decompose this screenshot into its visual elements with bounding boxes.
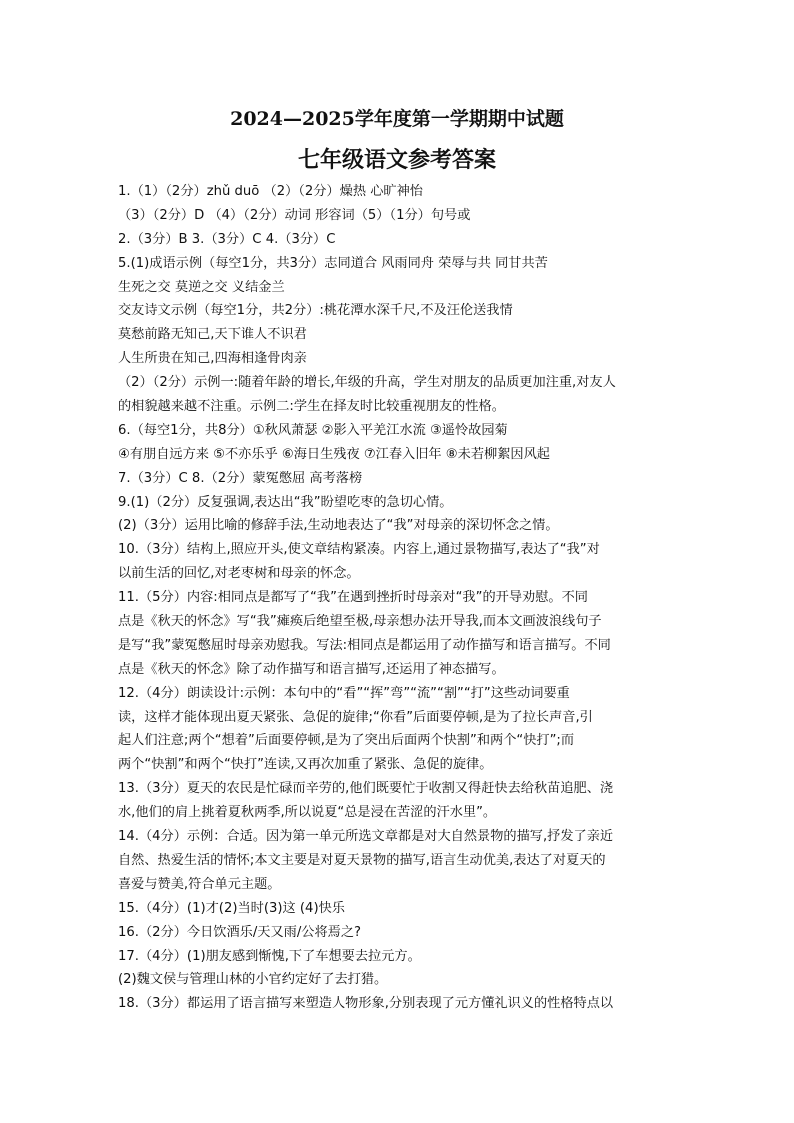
answer-line: 是写“我”蒙冤憋屈时母亲劝慰我。写法:相同点是都运用了动作描写和语言描写。不同 bbox=[118, 637, 611, 653]
answer-line: 16.（2分）今日饮酒乐/天又雨/公将焉之? bbox=[118, 924, 362, 940]
answer-body bbox=[118, 180, 684, 1016]
answer-line: （3）（2分）D （4）（2分）动词 形容词（5）（1分）句号或 bbox=[118, 207, 471, 223]
answer-line: 点是《秋天的怀念》除了动作描写和语言描写,还运用了神态描写。 bbox=[118, 661, 505, 677]
answer-line: 17.（4分）(1)朋友感到惭愧,下了车想要去拉元方。 bbox=[118, 948, 421, 964]
answer-line: 莫愁前路无知己,天下谁人不识君 bbox=[118, 327, 307, 343]
answer-line: 水,他们的肩上挑着夏秋两季,所以说夏“总是浸在苦涩的汗水里”。 bbox=[118, 805, 497, 821]
answer-line: (2)（3分）运用比喻的修辞手法,生动地表达了“我”对母亲的深切怀念之情。 bbox=[118, 518, 559, 534]
answer-line: 读，这样才能体现出夏天紧张、急促的旋律;“你看”后面要停顿,是为了拉长声音,引 bbox=[118, 709, 593, 725]
answer-key-title: 七年级语文参考答案 bbox=[297, 147, 496, 173]
answer-line: 7.（3分）C 8.（2分）蒙冤憋屈 高考落榜 bbox=[118, 470, 363, 486]
answer-line: 1.（1）（2分）zhǔ duō （2）（2分）燥热 心旷神怡 bbox=[118, 184, 423, 199]
exam-title: 2024—2025学年度第一学期期中试题 bbox=[230, 108, 564, 130]
answer-line: 生死之交 莫逆之交 义结金兰 bbox=[118, 279, 285, 295]
answer-line: 10.（3分）结构上,照应开头,使文章结构紧凑。内容上,通过景物描写,表达了“我”对 bbox=[118, 542, 600, 558]
answer-line: 点是《秋天的怀念》写“我”瘫痪后绝望至极,母亲想办法开导我,而本文画波浪线句子 bbox=[118, 614, 602, 630]
answer-line: 12.（4分）朗读设计:示例：本句中的“看”“挥”弯”“流”“割”“打”这些动词要重 bbox=[118, 685, 570, 701]
answer-line: 14.（4分）示例：合适。因为第一单元所选文章都是对大自然景物的描写,抒发了亲近 bbox=[118, 829, 614, 845]
answer-line: 9.(1)（2分）反复强调,表达出“我”盼望吃枣的急切心情。 bbox=[118, 494, 453, 510]
answer-line: ④有朋自远方来 ⑤不亦乐乎 ⑥海日生残夜 ⑦江春入旧年 ⑧未若柳絮因风起 bbox=[118, 446, 550, 462]
answer-line: (2)魏文侯与管理山林的小官约定好了去打猎。 bbox=[118, 972, 388, 988]
answer-line: 交友诗文示例（每空1分，共2分）:桃花潭水深千尺,不及汪伦送我情 bbox=[118, 303, 513, 319]
answer-line: 起人们注意;两个“想着”后面要停顿,是为了突出后面两个快割”和两个“快打”;而 bbox=[118, 733, 575, 749]
answer-line: 人生所贵在知己,四海相逢骨肉亲 bbox=[118, 351, 307, 367]
answer-line: 6.（每空1分，共8分）①秋风萧瑟 ②影入平羌江水流 ③遥怜故园菊 bbox=[118, 422, 508, 438]
answer-line: 15.（4分）(1)才(2)当时(3)这 (4)快乐 bbox=[118, 900, 345, 916]
answer-line: 11.（5分）内容:相同点是都写了“我”在遇到挫折时母亲对“我”的开导劝慰。不同 bbox=[118, 590, 588, 606]
answer-line: 两个“快割”和两个“快打”连读,又再次加重了紧张、急促的旋律。 bbox=[118, 757, 493, 773]
answer-line: 13.（3分）夏天的农民是忙碌而辛劳的,他们既要忙于收割又得赶快去给秋苗追肥、浇 bbox=[118, 781, 614, 797]
answer-line: 喜爱与赞美,符合单元主题。 bbox=[118, 876, 281, 892]
answer-line: （2）（2分）示例一:随着年龄的增长,年级的升高，学生对朋友的品质更加注重,对友人 bbox=[118, 375, 616, 391]
answer-line: 5.(1)成语示例（每空1分，共3分）志同道合 风雨同舟 荣辱与共 同甘共苦 bbox=[118, 255, 548, 271]
answer-line: 以前生活的回忆,对老枣树和母亲的怀念。 bbox=[118, 566, 360, 582]
answer-line: 2.（3分）B 3.（3分）C 4.（3分）C bbox=[118, 231, 336, 247]
answer-line: 的相貌越来越不注重。示例二:学生在择友时比较重视朋友的性格。 bbox=[118, 399, 505, 415]
answer-line: 自然、热爱生活的情怀;本文主要是对夏天景物的描写,语言生动优美,表达了对夏天的 bbox=[118, 852, 606, 868]
answer-line: 18.（3分）都运用了语言描写来塑造人物形象,分别表现了元方懂礼识义的性格特点以 bbox=[118, 996, 614, 1012]
